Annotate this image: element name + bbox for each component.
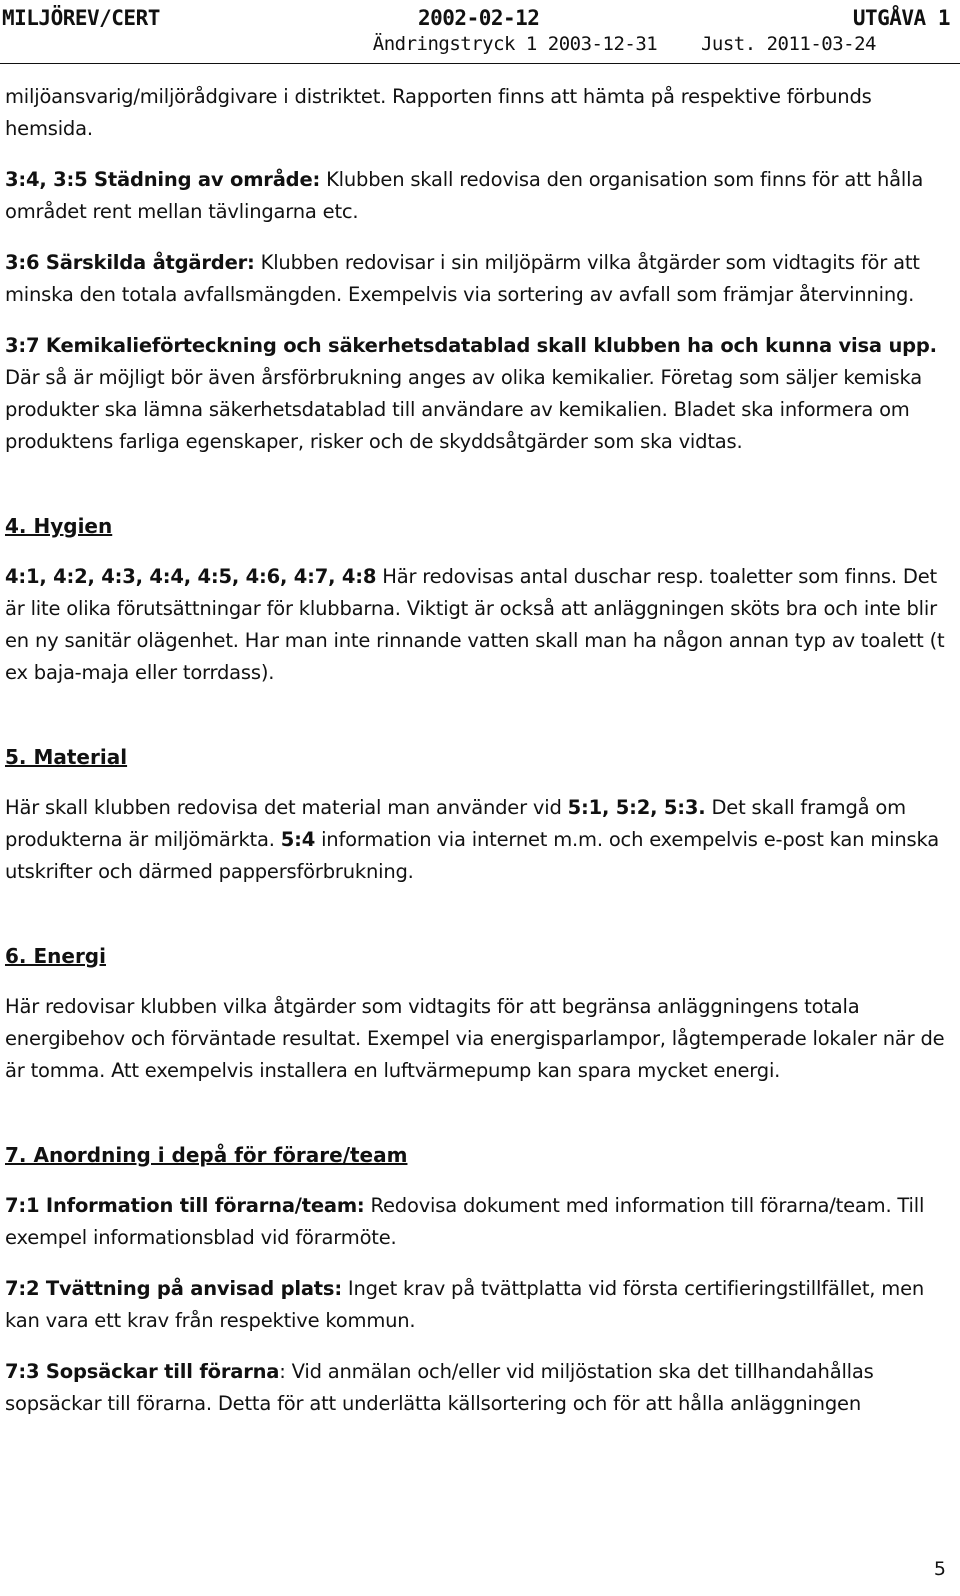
paragraph-heading: 7:3 Sopsäckar till förarna bbox=[5, 1360, 280, 1383]
paragraph-text: Redovisa dokument med information till förarna/team. Till exempel informationsblad vid förarmöte. bbox=[5, 1194, 925, 1249]
paragraph-4 bbox=[5, 561, 950, 689]
paragraph-text: : Vid anmälan och/eller vid miljöstation ska det tillhandahållas sopsäckar till förarna. Detta för att underlätta källsortering och för att hålla anläggningen bbox=[5, 1360, 874, 1415]
document-body bbox=[5, 81, 950, 1420]
paragraph-heading: 3:4, 3:5 Städning av område: bbox=[5, 168, 321, 191]
paragraph-5 bbox=[5, 792, 950, 888]
section-heading-anordning: 7. Anordning i depå för förare/team bbox=[5, 1143, 408, 1167]
section-heading-material: 5. Material bbox=[5, 745, 128, 769]
paragraph-text: Där så är möjligt bör även årsförbrukning anges av olika kemikalier. Företag som säljer kemiska produkter ska lämna säkerhetsdatablad till användare av kemikalien. Bladet ska informera om produktens farliga egenskaper, risker och de skyddsåtgärder som ska vidtas. bbox=[5, 366, 922, 453]
paragraph-text: Klubben skall redovisa den organisation som finns för att hålla området rent mellan tävlingarna etc. bbox=[5, 168, 924, 223]
page-header bbox=[0, 0, 960, 60]
paragraph-3-4 bbox=[5, 164, 950, 228]
paragraph-text: Det skall framgå om produkterna är miljömärkta. bbox=[5, 796, 906, 851]
paragraph-7-2 bbox=[5, 1273, 950, 1337]
paragraph-heading: 7:1 Information till förarna/team: bbox=[5, 1194, 365, 1217]
paragraph-text: Här skall klubben redovisa det material man använder vid bbox=[5, 796, 568, 819]
section-heading-energi: 6. Energi bbox=[5, 944, 106, 968]
paragraph-text: Klubben redovisar i sin miljöpärm vilka åtgärder som vidtagits för att minska den totala avfallsmängden. Exempelvis via sortering av avfall som främjar återvinning. bbox=[5, 251, 920, 306]
section-heading-hygien: 4. Hygien bbox=[5, 514, 113, 538]
header-divider bbox=[0, 63, 960, 64]
paragraph-7-3 bbox=[5, 1356, 950, 1420]
revision-row bbox=[373, 33, 876, 55]
paragraph-3-7 bbox=[5, 330, 950, 458]
paragraph-text: Här redovisar klubben vilka åtgärder som vidtagits för att begränsa anläggningens totala energibehov och förväntade resultat. Exempel via energisparlampor, lågtemperade lokaler när de är tomma. Att exempelvis installera en luftvärmepump kan spara mycket energi. bbox=[5, 995, 945, 1082]
paragraph-6 bbox=[5, 991, 950, 1087]
paragraph-3-6 bbox=[5, 247, 950, 311]
paragraph-text: Inget krav på tvättplatta vid första certifieringstillfället, men kan vara ett krav från respektive kommun. bbox=[5, 1277, 925, 1332]
revision-note: Ändringstryck 1 2003-12-31 bbox=[372, 33, 658, 55]
paragraph-text: Här redovisas antal duschar resp. toaletter som finns. Det är lite olika förutsättningar för klubbarna. Viktigt är också att anläggningen sköts bra och inte blir en ny sanitär olägenhet. Har man inte rinnande vatten skall man ha någon annan typ av toalett (t ex baja-maja eller torrdass). bbox=[5, 565, 945, 684]
paragraph-bold: 5:4 bbox=[280, 828, 316, 851]
document-title: MILJÖREV/CERT bbox=[2, 6, 160, 30]
adjusted-note: Just. 2011-03-24 bbox=[700, 33, 876, 55]
header-row bbox=[2, 6, 950, 32]
document-edition: UTGÅVA 1 bbox=[852, 6, 950, 30]
page-number: 5 bbox=[933, 1558, 946, 1580]
document-date: 2002-02-12 bbox=[418, 6, 540, 30]
paragraph-text: miljöansvarig/miljörådgivare i distriktet. Rapporten finns att hämta på respektive förbunds hemsida. bbox=[5, 85, 872, 140]
paragraph-bold: 5:1, 5:2, 5:3. bbox=[567, 796, 706, 819]
paragraph-heading: 7:2 Tvättning på anvisad plats: bbox=[5, 1277, 342, 1300]
paragraph-text: information via internet m.m. och exempelvis e-post kan minska utskrifter och därmed pappersförbrukning. bbox=[5, 828, 939, 883]
paragraph-heading: 3:6 Särskilda åtgärder: bbox=[5, 251, 255, 274]
paragraph-7-1 bbox=[5, 1190, 950, 1254]
paragraph-heading: 3:7 Kemikalieförteckning och säkerhetsdatablad skall klubben ha och kunna visa upp. bbox=[5, 334, 937, 357]
paragraph-intro bbox=[5, 81, 950, 145]
paragraph-heading: 4:1, 4:2, 4:3, 4:4, 4:5, 4:6, 4:7, 4:8 bbox=[5, 565, 377, 588]
